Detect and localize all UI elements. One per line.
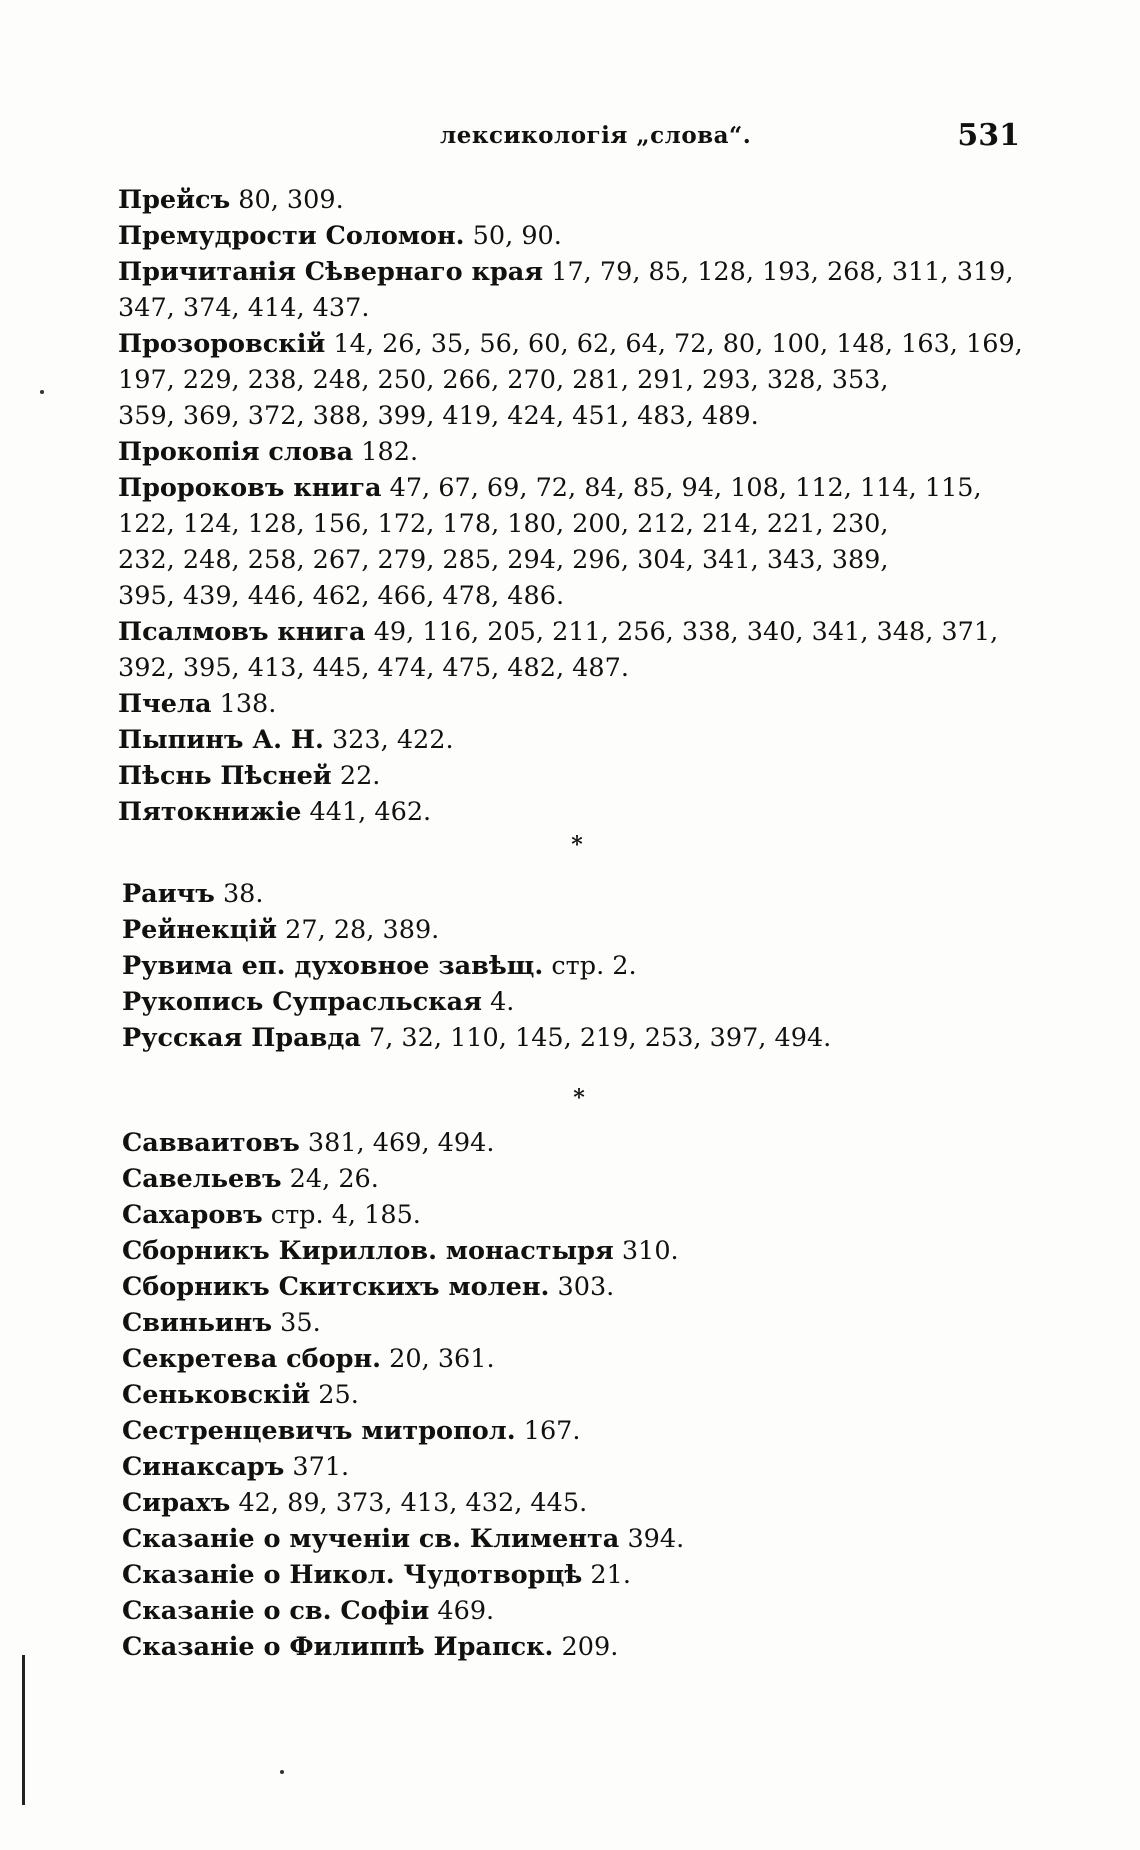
entry-page-refs: 80, 309. xyxy=(238,185,344,215)
entry-page-refs: 381, 469, 494. xyxy=(307,1128,495,1158)
entry-page-refs: 167. xyxy=(523,1416,581,1446)
index-entry xyxy=(118,434,1140,470)
entry-heading: Сахаровъ xyxy=(122,1200,263,1230)
entry-line xyxy=(118,434,1140,470)
index-entry xyxy=(122,1161,1140,1197)
index-entry xyxy=(122,1125,1140,1161)
entry-heading: Псалмовъ книга xyxy=(118,617,366,647)
section-separator: * xyxy=(573,1085,585,1111)
entry-line xyxy=(122,1485,1140,1521)
entry-page-refs: 38. xyxy=(222,879,264,909)
index-section-s xyxy=(122,1125,1140,1665)
entry-page-refs: 49, 116, 205, 211, 256, 338, 340, 341, 348, 371, xyxy=(373,617,999,647)
entry-heading: Премудрости Соломон. xyxy=(118,221,465,251)
entry-continuation-line xyxy=(118,650,1140,686)
index-entry xyxy=(122,984,1140,1020)
entry-heading: Прокопія слова xyxy=(118,437,354,467)
entry-page-refs: 22. xyxy=(339,761,381,791)
entry-page-refs: 7, 32, 110, 145, 219, 253, 397, 494. xyxy=(369,1023,832,1053)
entry-page-refs: 371. xyxy=(292,1452,350,1482)
entry-heading: Свиньинъ xyxy=(122,1308,273,1338)
entry-heading: Сеньковскій xyxy=(122,1380,311,1410)
entry-heading: Раичъ xyxy=(122,879,215,909)
entry-line xyxy=(118,182,1140,218)
index-entry xyxy=(122,948,1140,984)
entry-page-refs: 347, 374, 414, 437. xyxy=(118,293,370,323)
entry-heading: Пыпинъ А. Н. xyxy=(118,725,324,755)
index-entry xyxy=(122,1593,1140,1629)
entry-page-refs: 392, 395, 413, 445, 474, 475, 482, 487. xyxy=(118,653,629,683)
entry-line xyxy=(118,326,1140,362)
index-entry xyxy=(122,1305,1140,1341)
index-entry xyxy=(122,1557,1140,1593)
entry-heading: Сказаніе о Никол. Чудотворцѣ xyxy=(122,1560,583,1590)
entry-page-refs: 21. xyxy=(590,1560,631,1590)
entry-page-refs: 20, 361. xyxy=(389,1344,495,1374)
entry-page-refs: 27, 28, 389. xyxy=(285,915,440,945)
entry-page-refs: 50, 90. xyxy=(472,221,562,251)
entry-line xyxy=(122,1449,1140,1485)
entry-page-refs: 323, 422. xyxy=(331,725,454,755)
entry-line xyxy=(118,470,1140,506)
entry-heading: Сказаніе о Филиппѣ Ирапск. xyxy=(122,1632,554,1662)
entry-page-refs: 4. xyxy=(490,987,515,1017)
entry-line xyxy=(118,614,1140,650)
entry-line xyxy=(122,1377,1140,1413)
entry-line xyxy=(118,686,1140,722)
entry-page-refs: стр. 4, 185. xyxy=(270,1200,421,1230)
entry-line xyxy=(122,1305,1140,1341)
page-header xyxy=(400,118,1020,162)
entry-page-refs: 232, 248, 258, 267, 279, 285, 294, 296, 304, 341, 343, 389, xyxy=(118,545,889,575)
entry-continuation-line xyxy=(118,506,1140,542)
index-entry xyxy=(118,254,1140,326)
entry-line xyxy=(122,876,1140,912)
entry-continuation-line xyxy=(118,362,1140,398)
entry-page-refs: 25. xyxy=(318,1380,359,1410)
entry-line xyxy=(118,758,1140,794)
entry-heading: Рейнекцій xyxy=(122,915,278,945)
entry-page-refs: 394. xyxy=(627,1524,685,1554)
print-speck xyxy=(40,390,44,394)
entry-page-refs: 303. xyxy=(557,1272,615,1302)
entry-page-refs: 182. xyxy=(361,437,419,467)
entry-page-refs: 47, 67, 69, 72, 84, 85, 94, 108, 112, 114, 115, xyxy=(389,473,982,503)
entry-heading: Савваитовъ xyxy=(122,1128,300,1158)
running-head: лексикологія „слова“. xyxy=(440,122,752,149)
entry-heading: Сказаніе о св. Софіи xyxy=(122,1596,430,1626)
entry-page-refs: 395, 439, 446, 462, 466, 478, 486. xyxy=(118,581,565,611)
entry-heading: Сирахъ xyxy=(122,1488,231,1518)
entry-line xyxy=(122,1521,1140,1557)
entry-heading: Сборникъ Кириллов. монастыря xyxy=(122,1236,614,1266)
entry-line xyxy=(122,1161,1140,1197)
entry-page-refs: 42, 89, 373, 413, 432, 445. xyxy=(238,1488,588,1518)
entry-line xyxy=(122,1233,1140,1269)
section-separator: * xyxy=(571,832,583,858)
index-entry xyxy=(122,876,1140,912)
entry-heading: Рукопись Супрасльская xyxy=(122,987,482,1017)
entry-continuation-line xyxy=(118,542,1140,578)
entry-line xyxy=(122,1197,1140,1233)
entry-line xyxy=(122,1413,1140,1449)
index-entry xyxy=(122,1629,1140,1665)
index-entry xyxy=(122,1269,1140,1305)
index-entry xyxy=(122,1020,1140,1056)
index-entry xyxy=(122,1413,1140,1449)
index-entry xyxy=(122,1449,1140,1485)
entry-heading: Пятокнижіе xyxy=(118,797,302,827)
entry-line xyxy=(122,1125,1140,1161)
entry-line xyxy=(118,254,1140,290)
entry-continuation-line xyxy=(118,578,1140,614)
entry-heading: Секретева сборн. xyxy=(122,1344,382,1374)
entry-line xyxy=(122,1557,1140,1593)
index-section-r xyxy=(122,876,1140,1056)
index-entry xyxy=(122,1521,1140,1557)
index-entry xyxy=(118,758,1140,794)
index-entry xyxy=(122,1341,1140,1377)
index-entry xyxy=(122,1377,1140,1413)
index-entry xyxy=(122,912,1140,948)
entry-page-refs: 209. xyxy=(561,1632,619,1662)
entry-page-refs: 24, 26. xyxy=(289,1164,379,1194)
entry-page-refs: стр. 2. xyxy=(551,951,637,981)
entry-page-refs: 310. xyxy=(621,1236,679,1266)
entry-continuation-line xyxy=(118,398,1140,434)
entry-page-refs: 14, 26, 35, 56, 60, 62, 64, 72, 80, 100, 148, 163, 169, xyxy=(333,329,1023,359)
index-entry xyxy=(118,686,1140,722)
entry-page-refs: 197, 229, 238, 248, 250, 266, 270, 281, 291, 293, 328, 353, xyxy=(118,365,889,395)
entry-heading: Сборникъ Скитскихъ молен. xyxy=(122,1272,550,1302)
index-entry xyxy=(122,1485,1140,1521)
entry-line xyxy=(122,1269,1140,1305)
entry-page-refs: 138. xyxy=(219,689,277,719)
entry-heading: Пророковъ книга xyxy=(118,473,382,503)
entry-heading: Савельевъ xyxy=(122,1164,282,1194)
index-entry xyxy=(118,794,1140,830)
entry-line xyxy=(118,722,1140,758)
margin-rule xyxy=(22,1655,25,1805)
entry-line xyxy=(122,984,1140,1020)
entry-heading: Причитанія Сѣвернаго края xyxy=(118,257,544,287)
index-entry xyxy=(118,218,1140,254)
entry-page-refs: 35. xyxy=(280,1308,321,1338)
entry-heading: Синаксаръ xyxy=(122,1452,285,1482)
index-entry xyxy=(118,326,1140,434)
index-entry xyxy=(122,1197,1140,1233)
index-section-p xyxy=(118,182,1140,830)
entry-page-refs: 441, 462. xyxy=(309,797,432,827)
entry-heading: Рувима еп. духовное завѣщ. xyxy=(122,951,544,981)
entry-line xyxy=(122,948,1140,984)
entry-continuation-line xyxy=(118,290,1140,326)
entry-heading: Сестренцевичъ митропол. xyxy=(122,1416,516,1446)
entry-heading: Прозоровскій xyxy=(118,329,326,359)
entry-line xyxy=(122,1629,1140,1665)
index-entry xyxy=(118,722,1140,758)
entry-page-refs: 469. xyxy=(437,1596,495,1626)
entry-line xyxy=(118,218,1140,254)
entry-page-refs: 359, 369, 372, 388, 399, 419, 424, 451, 483, 489. xyxy=(118,401,759,431)
entry-line xyxy=(122,1593,1140,1629)
entry-heading: Пѣснь Пѣсней xyxy=(118,761,332,791)
entry-page-refs: 122, 124, 128, 156, 172, 178, 180, 200, 212, 214, 221, 230, xyxy=(118,509,889,539)
entry-heading: Русская Правда xyxy=(122,1023,361,1053)
index-entry xyxy=(118,182,1140,218)
entry-page-refs: 17, 79, 85, 128, 193, 268, 311, 319, xyxy=(551,257,1014,287)
page-number: 531 xyxy=(957,118,1020,153)
entry-heading: Сказаніе о мученіи св. Климента xyxy=(122,1524,620,1554)
print-speck xyxy=(280,1770,284,1774)
entry-heading: Прейсъ xyxy=(118,185,231,215)
entry-heading: Пчела xyxy=(118,689,212,719)
index-entry xyxy=(122,1233,1140,1269)
index-entry xyxy=(118,470,1140,614)
entry-line xyxy=(122,912,1140,948)
entry-line xyxy=(122,1020,1140,1056)
index-entry xyxy=(118,614,1140,686)
entry-line xyxy=(118,794,1140,830)
entry-line xyxy=(122,1341,1140,1377)
